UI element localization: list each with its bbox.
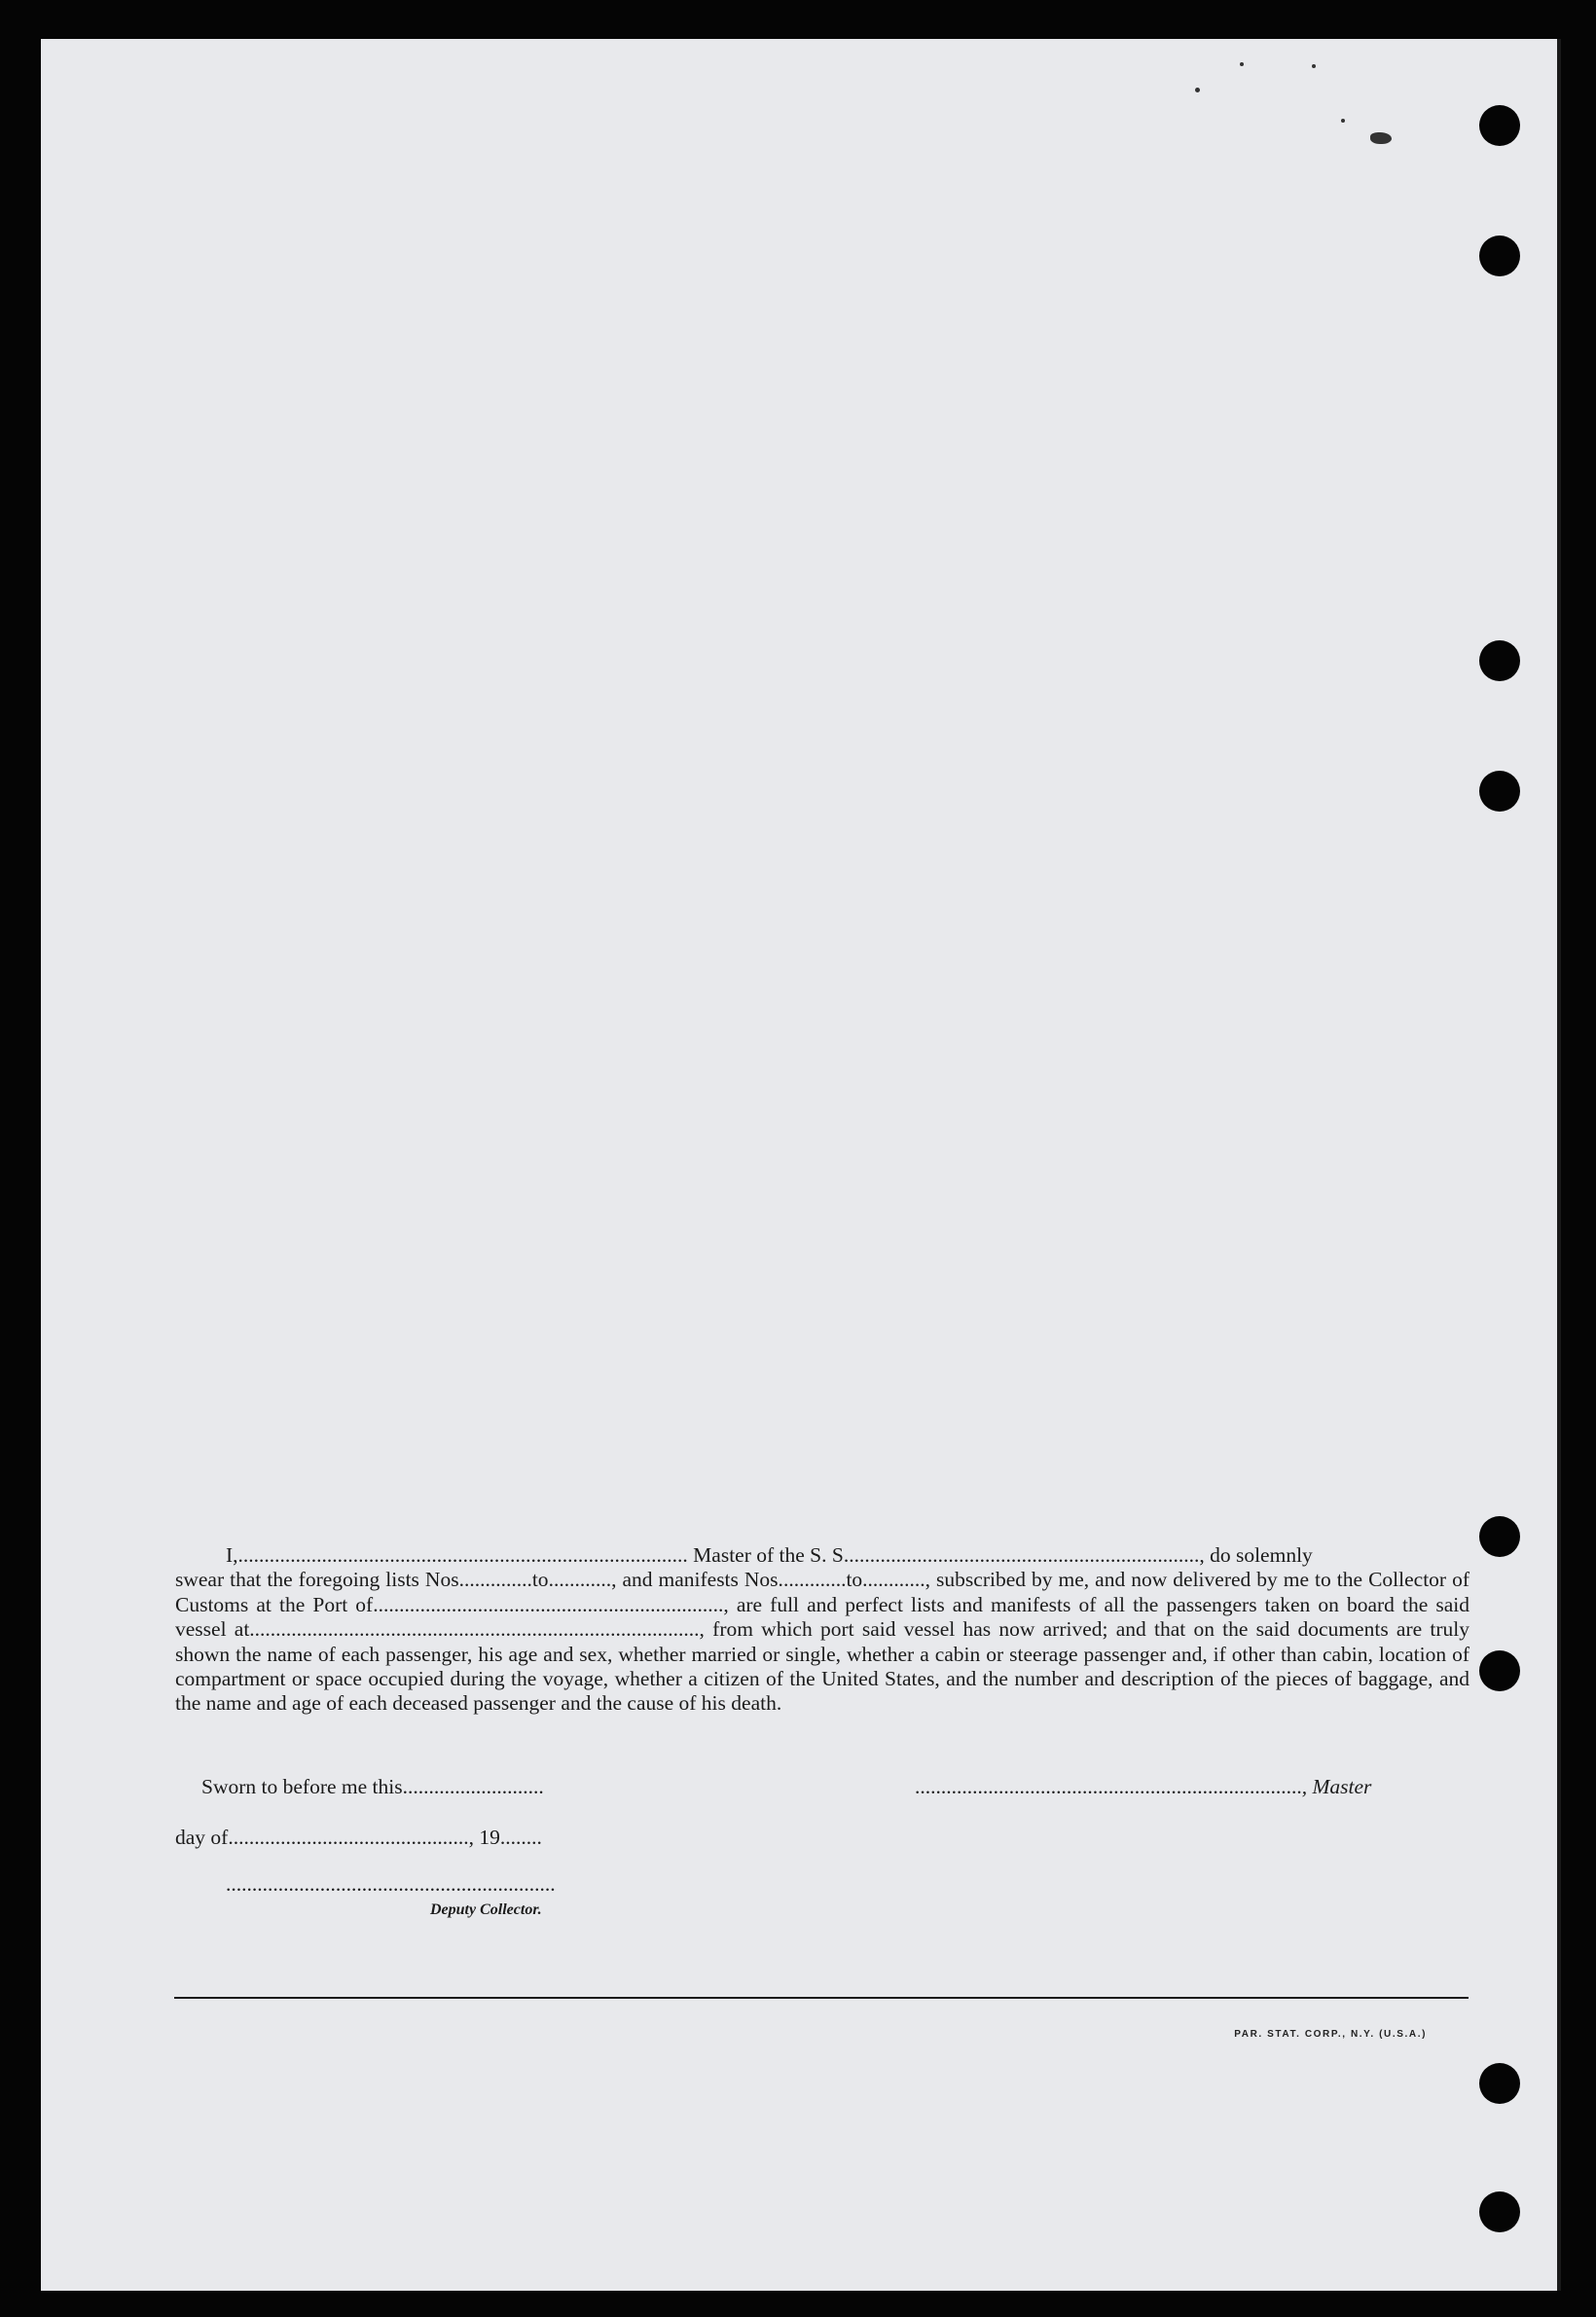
oath-full-perfect: , are full and perfect lists and [723,1592,983,1616]
oath-swear: swear that the foregoing lists Nos. [175,1568,464,1592]
oath-to-1: to [531,1568,549,1592]
document-page [41,39,1561,2291]
oath-pronoun: I, [226,1543,238,1567]
ink-speck [1240,62,1244,66]
day-of-line: day of.............................................., 19........ [175,1826,542,1849]
ink-speck [1341,119,1345,123]
ink-speck [1370,132,1392,144]
printer-imprint: PAR. STAT. CORP., N.Y. (U.S.A.) [1234,2029,1427,2040]
punch-hole [1479,2191,1520,2232]
sworn-line: Sworn to before me this........................... [201,1775,544,1798]
punch-hole [1479,771,1520,812]
ink-speck [1195,88,1200,92]
punch-hole [1479,105,1520,146]
deputy-collector-label: Deputy Collector. [430,1901,542,1918]
divider-rule [174,1997,1469,1999]
sworn-label: Sworn to before me this [201,1775,403,1798]
oath-master-of: Master of the S. S. [693,1543,850,1567]
year-prefix: , 19 [468,1826,500,1849]
oath-from-which: , from which [699,1617,813,1642]
oath-to-2: to [846,1568,863,1592]
oath-delivered: delivered by me to the Collector of Customs at the Port of [175,1568,1469,1616]
day-of-label: day of [175,1826,229,1849]
oath-manifests: , and manifests Nos. [611,1568,783,1592]
oath-manifests-of: manifests of all the passengers taken on board the said vessel at [175,1592,1470,1642]
oath-subscribed: , subscribed by me, and now [925,1568,1168,1592]
oath-do-solemnly: , do solemnly [1199,1543,1313,1567]
deputy-signature-line: ............................................................... [226,1872,556,1896]
oath-rest: port said vessel has now arrived; and that on the said documents are truly shown the name of each passenger, his age and sex, whether married or single, whether a cabin or steerage passenger and, if other than cabin, location of compartment or space occupied during the voyage, whether a citizen of the United States, and the number and description of the pieces of baggage, and the name and age of each deceased passenger and the cause of his death. [175,1617,1470,1716]
punch-hole [1479,235,1520,276]
punch-hole [1479,1516,1520,1557]
master-label: , Master [1301,1775,1372,1798]
oath-paragraph: I,...................................................................................... Master of the S. S...................................................................., do solemnly swear that the foregoing lists Nos..............to............, and manifests Nos.............to............, subscribed by me, and now delivered by me to the Collector of Customs at the Port of..................................................................., are full and perfect lists and manifests of all the passengers taken on board the said vessel at......................................................................................, from which port said vessel has now arrived; and that on the said documents are truly shown the name of each passenger, his age and sex, whether married or single, whether a cabin or steerage passenger and, if other than cabin, location of compartment or space occupied during the voyage, whether a citizen of the United States, and the number and description of the pieces of baggage, and the name and age of each deceased passenger and the cause of his death. [175,1543,1470,1716]
ink-speck [1312,64,1316,68]
punch-hole [1479,1650,1520,1691]
master-signature-line: .........................................................................., Master [915,1775,1372,1798]
punch-hole [1479,640,1520,681]
punch-hole [1479,2063,1520,2104]
